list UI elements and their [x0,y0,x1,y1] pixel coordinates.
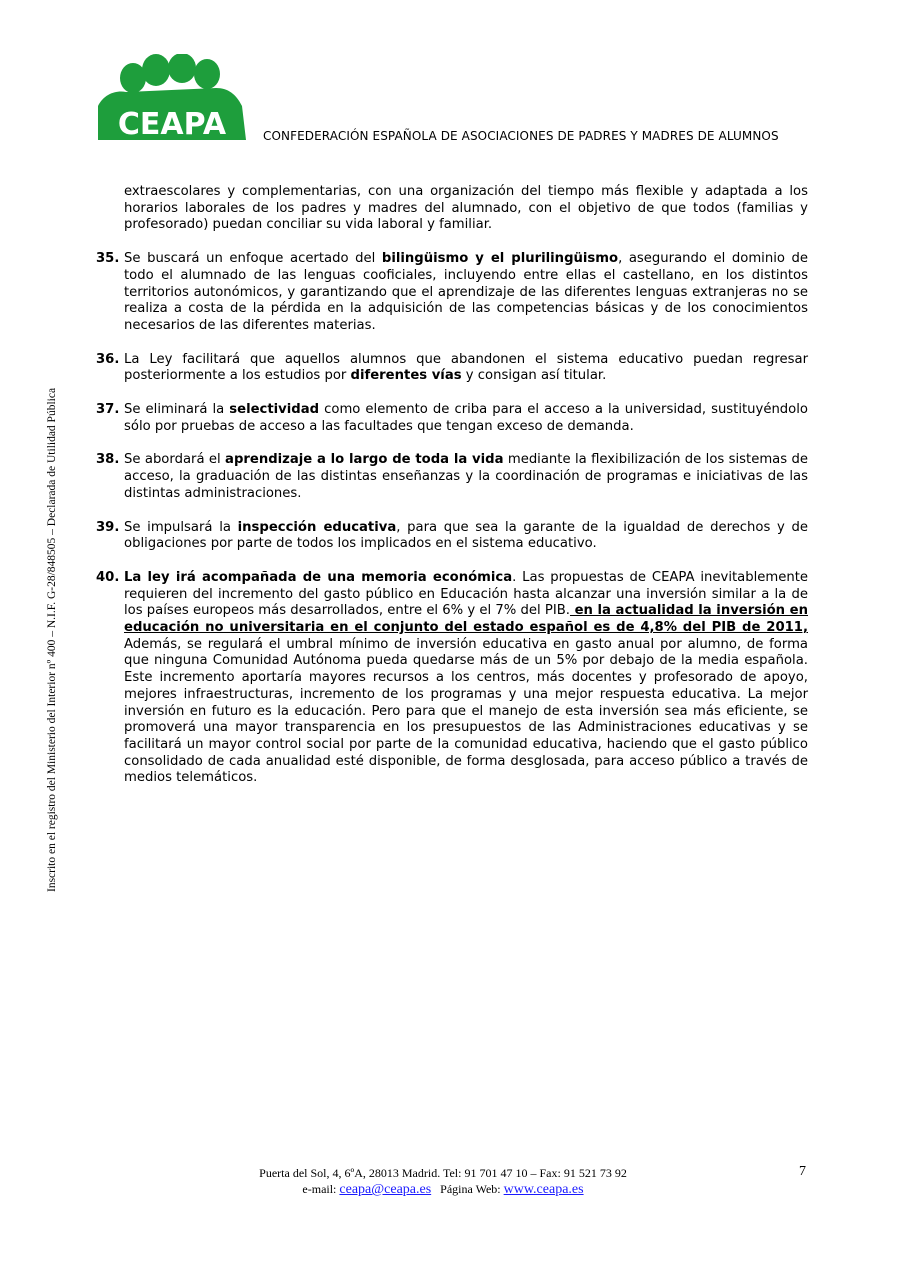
registration-note: Inscrito en el registro del Ministerio del Interior nº 400 – N.I.F. G-28/848505 – Declarada de Utilidad Pública [46,387,58,892]
list-item-38: 38. Se abordará el aprendizaje a lo largo de toda la vida mediante la flexibilización de los sistemas de acceso, la graduación de las distintas enseñanzas y la coordinación de programas e iniciativas de las distintas administraciones. [96,452,808,501]
list-item-36: 36. La Ley facilitará que aquellos alumnos que abandonen el sistema educativo puedan regresar posteriormente a los estudios por diferentes vías y consigan así titular. [96,351,808,384]
item-highlight: bilingüismo y el plurilingüismo [381,251,619,267]
list-item-39: 39. Se impulsará la inspección educativa, para que sea la garante de la igualdad de derechos y de obligaciones por parte de todos los implicados en el sistema educativo. [96,519,808,552]
list-item-35: 35. Se buscará un enfoque acertado del bilingüismo y el plurilingüismo, asegurando el dominio de todo el alumnado de las lenguas cooficiales, incluyendo entre ellas el castellano, en los distintos territorios autonómicos, y garantizando que el aprendizaje de las diferentes lenguas extranjeras no se realiza a costa de la pérdida en la adquisición de las competencias básicas y de los conocimientos necesarios de las diferentes materias. [96,251,808,333]
ceapa-logo-graphic [96,54,248,142]
intro-paragraph: extraescolares y complementarias, con una organización del tiempo más flexible y adaptada a los horarios laborales de los padres y madres del alumnado, con el objetivo de que todos (familias y profesorado) puedan conciliar su vida laboral y familiar. [124,184,808,233]
item-highlight: inspección educativa [237,519,397,535]
footer-address: Puerta del Sol, 4, 6ºA, 28013 Madrid. Tel: 91 701 47 10 – Fax: 91 521 73 92 [259,1166,627,1180]
email-link[interactable]: ceapa@ceapa.es [339,1182,432,1197]
website-link[interactable]: www.ceapa.es [503,1182,584,1197]
email-label: e-mail: [302,1182,340,1196]
item-number: 36. [96,351,120,367]
item-number: 40. [96,569,120,585]
list-item-40: 40. La ley irá acompañada de una memoria económica. Las propuestas de CEAPA inevitablemente requieren del incremento del gasto público en Educación hasta alcanzar una inversión similar a la de los países europeos más desarrollados, entre el 6% y el 7% del PIB. en la actualidad la inversión en educación no universitaria en el conjunto del estado español es de 4,8% del PIB de 2011, Además, se regulará el umbral mínimo de inversión educativa en gasto anual por alumno, de forma que ninguna Comunidad Autónoma pueda quedarse más de un 5% por debajo de la media española. Este incremento aportaría mayores recursos a los centros, más docentes y profesorado de apoyo, mejores infraestructuras, incremento de los programas y una mejor respuesta educativa. La mejor inversión en futuro es la educación. Pero para que el manejo de esta inversión sea más eficiente, se promoverá una mayor transparencia en los presupuestos de las Administraciones educativas y se facilitará un mayor control social por parte de la comunidad educativa, haciendo que el gasto público consolidado de cada anualidad esté disponible, de forma desglosada, para acceso público a través de medios telemáticos. [96,569,809,786]
footer-contact [0,1182,886,1198]
item-highlight: La ley irá acompañada de una memoria económica [124,569,513,585]
item-highlight: diferentes vías [350,368,462,384]
item-number: 38. [96,452,120,468]
web-label: Página Web: [440,1182,504,1196]
logo-text: CEAPA [117,107,227,142]
list-item-37: 37. Se eliminará la selectividad como elemento de criba para el acceso a la universidad, sustituyéndolo sólo por pruebas de acceso a las facultades que tengan exceso de demanda. [96,402,808,434]
ceapa-logo [96,54,248,142]
item-number: 39. [96,519,120,535]
page-number: 7 [799,1164,806,1179]
item-highlight: selectividad [229,402,320,418]
item-number: 35. [96,251,120,267]
item-highlight: aprendizaje a lo largo de toda la vida [225,452,504,468]
organization-name: CONFEDERACIÓN ESPAÑOLA DE ASOCIACIONES DE PADRES Y MADRES DE ALUMNOS [263,129,779,143]
document-body [96,184,808,787]
underlined-statistic: en la actualidad la inversión en educación no universitaria en el conjunto del estado español es de 4,8% del PIB de 2011, [124,603,809,636]
item-number: 37. [96,402,120,418]
